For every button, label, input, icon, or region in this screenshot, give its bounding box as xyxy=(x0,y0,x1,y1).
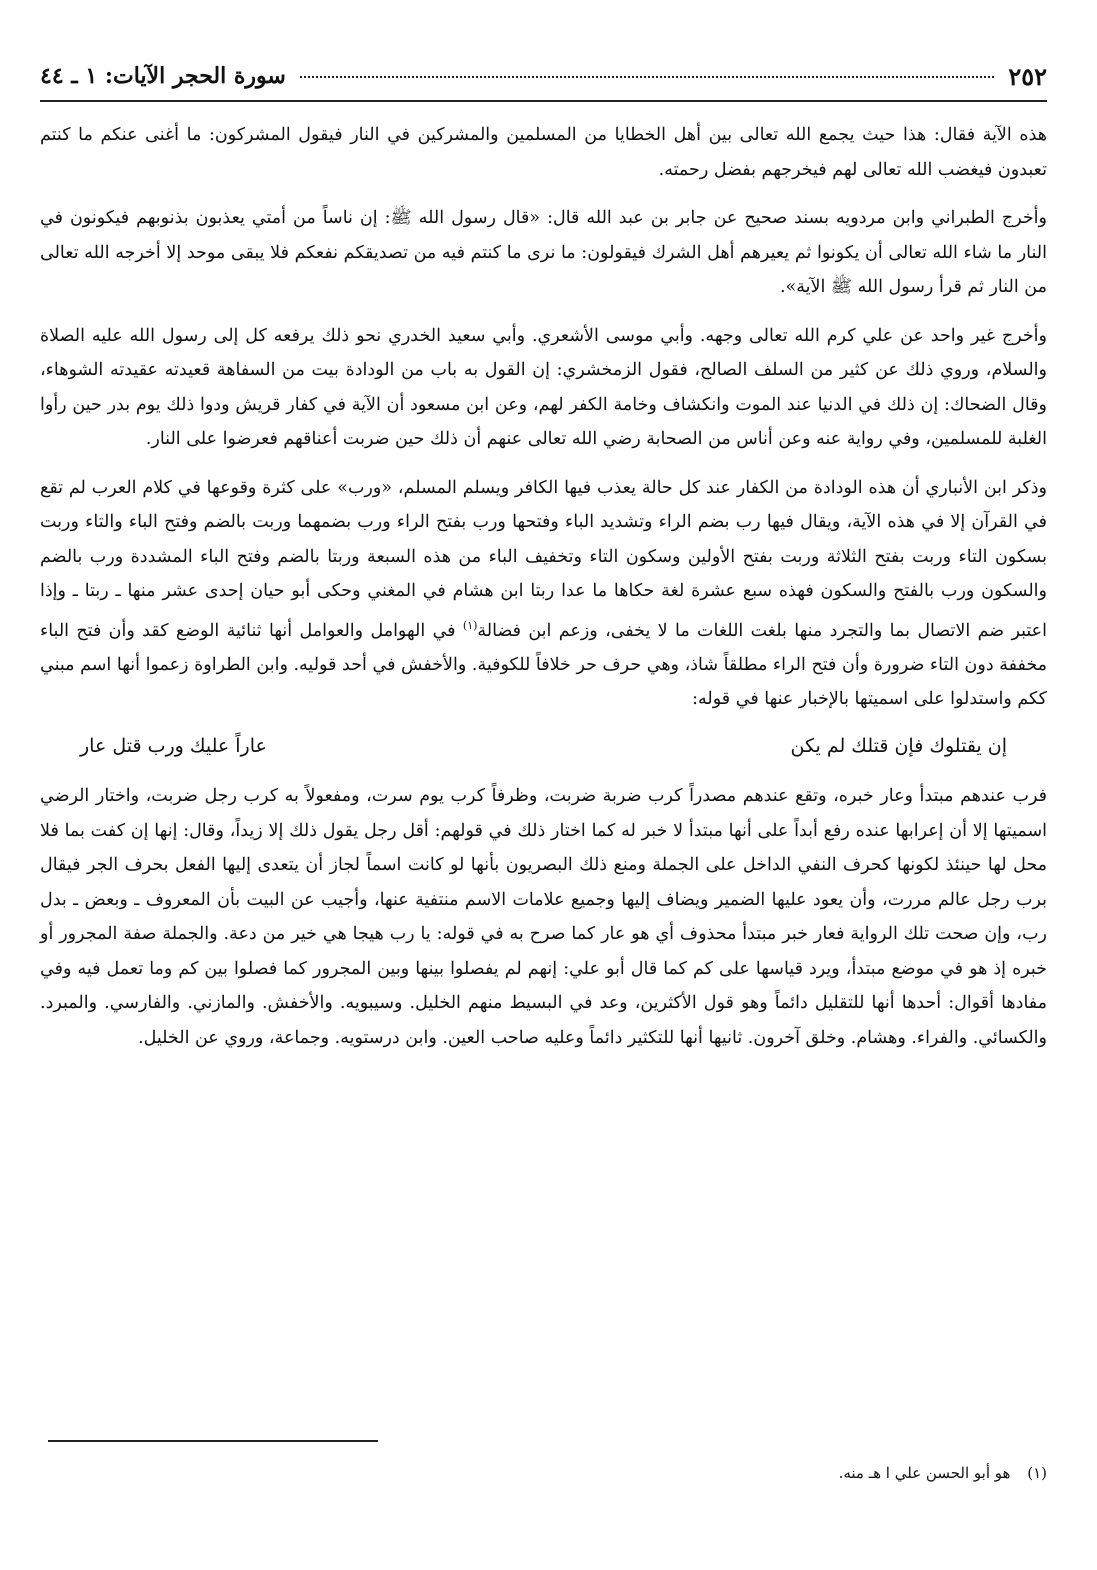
main-text xyxy=(40,118,1047,1069)
book-page xyxy=(40,0,1047,1570)
poetry-verse xyxy=(80,729,1007,764)
running-title: سورة الحجر الآيات: ١ ـ ٤٤ xyxy=(40,63,286,89)
footnote-reference[interactable]: (١) xyxy=(462,618,478,632)
paragraph: هذه الآية فقال: هذا حيث يجمع الله تعالى بين أهل الخطايا من المسلمين والمشركين في النار فيقول المشركون: ما أغنى عنكم ما كنتم تعبدون فيغضب الله تعالى لهم فيخرجهم بفضل رحمته. xyxy=(40,125,1047,180)
paragraph: وأخرج الطبراني وابن مردويه بسند صحيح عن جابر بن عبد الله قال: «قال رسول الله ﷺ: إن ناساً من أمتي يعذبون بذنوبهم فيكونون في النار ما شاء الله تعالى أن يكونوا ثم يعيرهم أهل الشرك فيقولون: ما نرى ما كنتم فيه من تصديقكم نفعكم فلا يبقى موحد إلا أخرجه الله تعالى من النار ثم قرأ رسول الله ﷺ الآية». xyxy=(40,208,1047,297)
footnote-text: هو أبو الحسن علي ا هـ منه. xyxy=(838,1464,1011,1482)
verse-first-hemistich: إن يقتلوك فإن قتلك لم يكن xyxy=(790,734,1007,757)
paragraph: فرب عندهم مبتدأ وعار خبره، وتقع عندهم مصدراً كرب ضربة ضربت، وظرفاً كرب يوم سرت، ومفعولاً به كرب رجل ضربت، واختار الرضي اسميتها إلا أن إعرابها عنده رفع أبداً على أنها مبتدأ لا خبر له كما اختار ذلك في قولهم: أقل رجل يقول ذلك إلا زيداً، وقال: إنها إن كفت بما فلا محل لها حينئذ لكونها كحرف النفي الداخل على الجملة ومنع ذلك البصريون بأنها لو كانت اسماً لجاز أن يتعدى إليها الفعل بحرف الجر فيقال برب رجل عالم مررت، وأن يعود عليها الضمير ويضاف إليها وجميع علامات الاسم منتفية عنها، وأجيب عن البيت بأن المعروف ـ وبعض ـ بدل رب، وإن صحت تلك الرواية فعار خبر مبتدأ محذوف أي هو عار كما صرح به في قوله: يا رب هيجا هي خير من دعة. والجملة صفة المجرور أو خبره إذ هو في موضع مبتدأ، ويرد قياسها على كم كما قال أبو علي: إنهم لم يفصلوا بينها وبين المجرور كما فصلوا بين كم وما تعمل فيه وفي مفادها أقوال: أحدها أنها للتقليل دائماً وهو قول الأكثرين، وعد في البسيط منهم الخليل. وسيبويه. والأخفش. والمازني. والفارسي. والمبرد. والكسائي. والفراء. وهشام. وخلق آخرون. ثانيها أنها للتكثير دائماً وعليه صاحب العين. وابن درستويه. وجماعة، وروي عن الخليل. xyxy=(40,786,1047,1048)
paragraph: وأخرج غير واحد عن علي كرم الله تعالى وجهه. وأبي موسى الأشعري. وأبي سعيد الخدري نحو ذلك يرفعه كل إلى رسول الله عليه الصلاة والسلام، وروي ذلك عن كثير من السلف الصالح، فقول الزمخشري: إن القول به باب من الودادة بيت من السفاهة قعيدته عقيدته الشوهاء، وقال الضحاك: إن ذلك في الدنيا عند الموت وانكشاف وخامة الكفر لهم، وعن ابن مسعود أن الآية في كفار قريش ودوا ذلك يوم بدر حين رأوا الغلبة للمسلمين، وفي رواية عنه وعن أناس من الصحابة رضي الله تعالى عنهم أن ذلك حين ضربت أعناقهم فعرضوا على النار. xyxy=(40,325,1047,449)
footnote-rule xyxy=(48,1440,378,1442)
paragraph xyxy=(40,471,1047,717)
header-leader-dots xyxy=(300,75,994,78)
paragraph-text: وذكر ابن الأنباري أن هذه الودادة من الكفار عند كل حالة يعذب فيها الكافر ويسلم المسلم، «ورب» على كثرة وقوعها في كلام العرب لم تقع في القرآن إلا في هذه الآية، ويقال فيها رب بضم الراء وتشديد الباء وفتحها ورب بفتح الراء ورب بضمهما وربت بالضم وفتح الباء والتاء وربت بسكون التاء وربت بفتح الثلاثة وربت بفتح الأولين وسكون التاء وتخفيف الباء من هذه السبعة وربتا بالضم وفتح الباء المشددة ورب بالضم والسكون ورب بالفتح والسكون فهذه سبع عشرة لغة حكاها ما عدا ربتا ابن هشام في المغني وحكى أبو حيان إحدى عشر منها ـ ربتا ـ وإذا اعتبر ضم الاتصال بما والتجرد منها بلغت اللغات ما لا يخفى، وزعم ابن فضالة xyxy=(40,477,1047,641)
header-rule xyxy=(40,100,1047,102)
footnote xyxy=(839,1462,1047,1484)
footnote-marker: (١) xyxy=(1027,1464,1047,1482)
page-header xyxy=(40,56,1047,96)
verse-second-hemistich: عاراً عليك ورب قتل عار xyxy=(80,734,267,757)
paragraph-text: في الهوامل والعوامل أنها ثنائية الوضع كقد وأن فتح الباء مخففة دون التاء ضرورة وأن فتح الراء مطلقاً شاذ، وهي حرف حر خلافاً للكوفية. والأخفش في أحد قوليه. وابن الطراوة زعموا أنها اسم مبني ككم واستدلوا على اسميتها بالإخبار عنها في قوله: xyxy=(40,620,1047,710)
page-number: ٢٥٢ xyxy=(1008,61,1047,91)
